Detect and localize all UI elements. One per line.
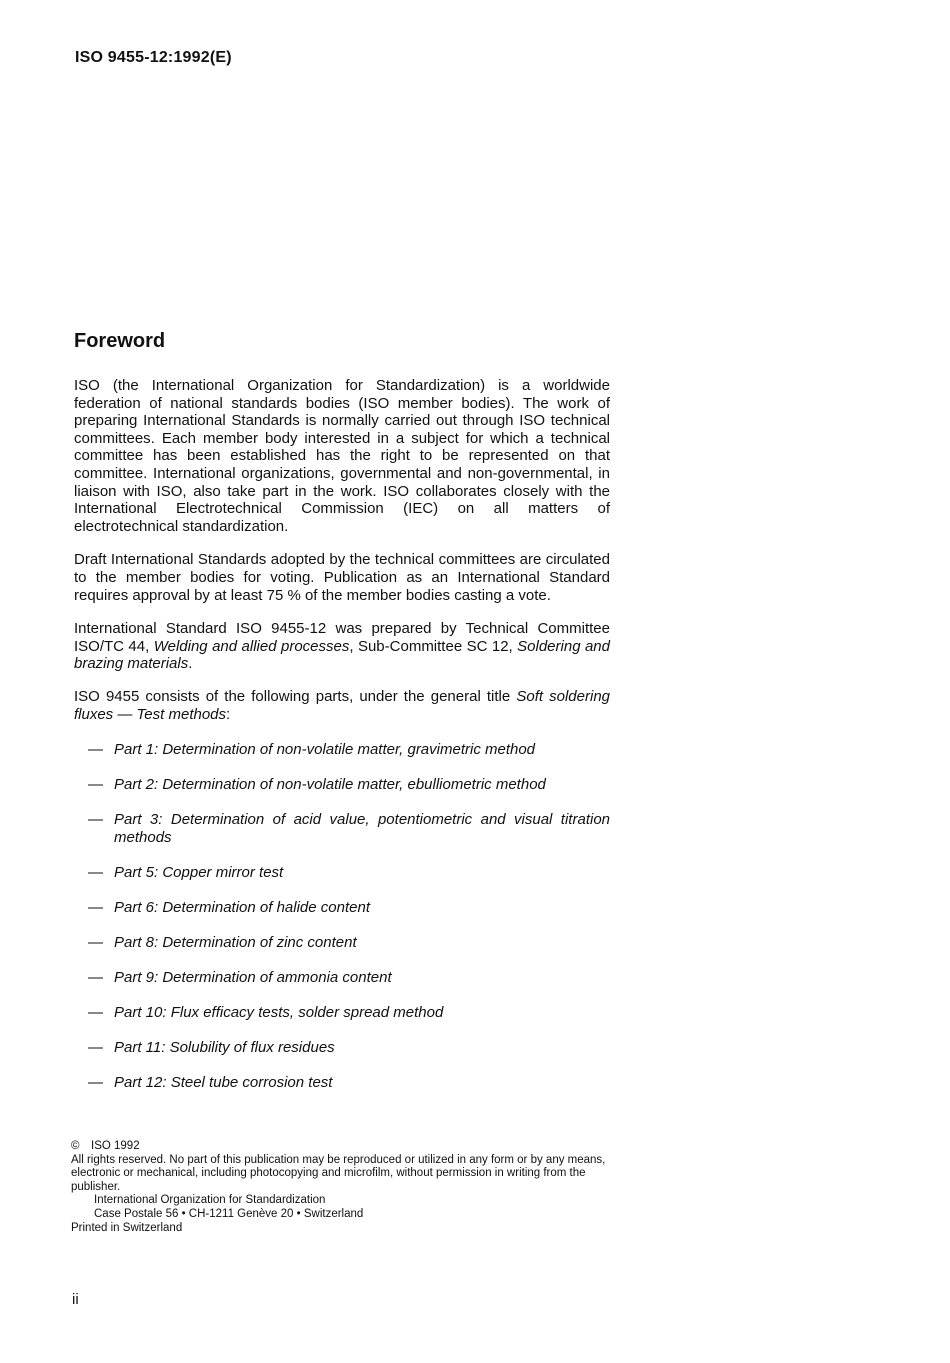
copyright-block [71, 1140, 611, 1235]
publisher-org: International Organization for Standardization [94, 1194, 326, 1207]
dash-bullet: — [88, 1038, 103, 1056]
part-text: Part 8: Determination of zinc content [114, 933, 357, 951]
page-number: ii [72, 1291, 79, 1308]
dash-bullet: — [88, 811, 103, 829]
foreword-paragraph-3 [74, 620, 610, 673]
part-text: Part 2: Determination of non-volatile matter, ebulliometric method [114, 776, 546, 794]
list-item [74, 811, 610, 846]
dash-bullet: — [88, 898, 103, 916]
p4-end: : [226, 705, 231, 723]
foreword-body [74, 377, 610, 1109]
p3-end: . [188, 655, 193, 673]
list-item [74, 899, 610, 917]
general-title: Soft soldering fluxes — Test methods [74, 687, 610, 723]
dash-bullet: — [88, 933, 103, 951]
foreword-title: Foreword [74, 330, 166, 352]
subcommittee-title: Soldering and brazing materials [74, 637, 610, 673]
list-item [74, 864, 610, 882]
copyright-year: ISO 1992 [91, 1140, 140, 1152]
list-item [74, 741, 610, 759]
dash-bullet: — [88, 741, 103, 759]
copyright-line [71, 1140, 611, 1154]
dash-bullet: — [88, 1003, 103, 1021]
list-item [74, 1074, 610, 1092]
p4-lead: ISO 9455 consists of the following parts, under the general title [74, 687, 517, 705]
part-text: Part 9: Determination of ammonia content [114, 968, 392, 986]
document-id: ISO 9455-12:1992(E) [75, 49, 232, 66]
publisher-address: Case Postale 56 • CH-1211 Genève 20 • Switzerland [94, 1207, 364, 1220]
list-item [74, 1004, 610, 1022]
list-item [74, 934, 610, 952]
list-item [74, 776, 610, 794]
part-text: Part 1: Determination of non-volatile matter, gravimetric method [114, 741, 536, 759]
dash-bullet: — [88, 968, 103, 986]
printed-in: Printed in Switzerland [71, 1221, 183, 1234]
copyright-symbol: © [71, 1140, 80, 1152]
part-text: Part 3: Determination of acid value, potentiometric and visual titration methods [114, 811, 610, 846]
foreword-paragraph-1: ISO (the International Organization for Standardization) is a worldwide federation of national standards bodies (ISO member bodies). The work of preparing International Standards is normally carried out through ISO technical committees. Each member body interested in a subject for which a technical committee has been established has the right to be represented on that committee. International organizations, governmental and non-governmental, in liaison with ISO, also take part in the work. ISO collaborates closely with the International Electrotechnical Commission (IEC) on all matters of electrotechnical standardization. [74, 377, 610, 535]
parts-list [74, 741, 610, 1091]
foreword-paragraph-2: Draft International Standards adopted by the technical committees are circulated to the member bodies for voting. Publication as an International Standard requires approval by at least 75 % of the member bodies casting a vote. [74, 551, 610, 604]
dash-bullet: — [88, 863, 103, 881]
dash-bullet: — [88, 776, 103, 794]
committee-title: Welding and allied processes [153, 637, 350, 655]
foreword-paragraph-4 [74, 688, 610, 723]
part-text: Part 6: Determination of halide content [114, 898, 370, 916]
list-item [74, 1039, 610, 1057]
p3-mid: , Sub-Committee SC 12, [349, 637, 518, 655]
part-text: Part 10: Flux efficacy tests, solder spread method [114, 1003, 444, 1021]
part-text: Part 11: Solubility of flux residues [114, 1038, 335, 1056]
rights-statement: All rights reserved. No part of this publication may be reproduced or utilized in any form or by any means, electronic or mechanical, including photocopying and microfilm, without permission in writing from the publisher. [71, 1153, 606, 1193]
list-item [74, 969, 610, 987]
part-text: Part 12: Steel tube corrosion test [114, 1073, 333, 1091]
part-text: Part 5: Copper mirror test [114, 863, 284, 881]
p3-lead: International Standard ISO 9455-12 was prepared by Technical Committee ISO/TC 44, [74, 620, 610, 655]
dash-bullet: — [88, 1073, 103, 1091]
